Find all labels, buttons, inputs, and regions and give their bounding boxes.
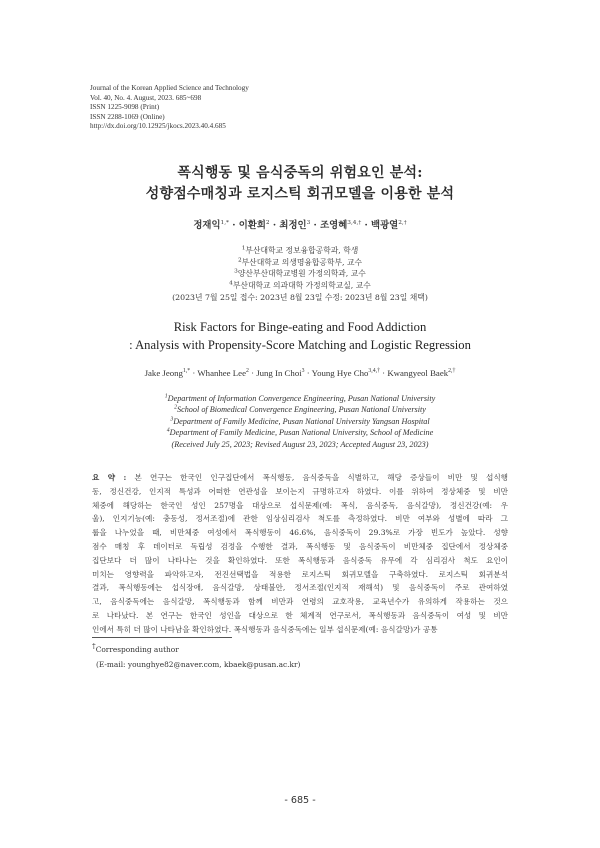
page-number: - 685 - — [284, 795, 316, 806]
aff-text: Department of Family Medicine, Pusan National University, School of Medicine — [169, 428, 434, 438]
author-sup: 2,† — [448, 368, 456, 375]
author-name: Young Hye Cho — [311, 368, 369, 378]
footnote-divider — [92, 637, 232, 638]
abstract-line: 로 나타났다. 본 연구는 한국인 성인을 대상으로 한 체계적 연구로서, 폭식행동과 음식중독이 여성 및 비만 — [92, 610, 508, 620]
english-dates: (Received July 25, 2023; Revised August 23, 2023; Accepted August 23, 2023) — [171, 439, 429, 449]
abstract-line — [92, 471, 508, 485]
abstract-line: 체중에 해당하는 한국인 성인 257명을 대상으로 섭식문제(예: 폭식, 음식중독, 음식갈망), 정신건강(예: 우 — [92, 500, 508, 510]
issn-print: ISSN 1225-9098 (Print) — [90, 103, 160, 112]
affiliation-line — [50, 404, 550, 415]
korean-authors: 정재익$^{1,*}$ · 이환희$^2$ · 최정인$^3$ · 조영혜$^{3,4,\dagger}$ · 백광열$^{2,\dagger}$ — [193, 219, 407, 231]
aff-sup: 3 — [234, 268, 238, 275]
affiliation-line — [50, 268, 550, 280]
aff-text: 부산대학교 의생명융합공학부, 교수 — [241, 257, 363, 267]
aff-text: 부산대학교 의과대학 가정의학교실, 교수 — [232, 281, 371, 291]
journal-volume: Vol. 40, No. 4. August, 2023. 685~698 — [90, 93, 202, 102]
affiliation-line — [50, 245, 550, 257]
author-sup: 3,4,† — [368, 368, 380, 375]
journal-name: Journal of the Korean Applied Science and Technology — [90, 84, 249, 92]
aff-sup: 2 — [237, 257, 242, 264]
abstract-line: 집단보다 더 많이 나타나는 것을 확인하였다. 또한 폭식행동과 음식중독 유무에 각 심리검사 척도 요인이 — [92, 555, 508, 565]
author-name: 정재익 — [193, 220, 221, 231]
dagger-mark: † — [92, 641, 96, 651]
author-name: 백광열 — [371, 220, 399, 231]
author-name: 최정인 — [279, 220, 307, 231]
aff-text: 부산대학교 정보융합공학과, 학생 — [245, 246, 359, 255]
author-name: Kwangyeol Baek — [387, 368, 449, 378]
aff-sup: 4 — [229, 280, 233, 287]
affiliation-line — [50, 427, 550, 438]
abstract-line: 인에서 특히 더 많이 나타남을 확인하였다. 폭식행동과 음식중독에는 일부 섭식문제(예: 음식갈망)가 공통 — [92, 624, 438, 634]
journal-info — [90, 84, 390, 132]
affiliation-line — [50, 416, 550, 427]
author-sup: 1,* — [220, 219, 229, 226]
author-sup: 3 — [306, 219, 311, 226]
aff-text: Department of Information Convergence Engineering, Pusan National University — [167, 394, 436, 403]
english-authors: Jake Jeong$^{1,*}$ · Whanhee Lee$^2$ · Jung In Choi$^3$ · Young Hye Cho$^{3,4,\dagger}$ · Kwangyeol Baek$^{2,\dagger}$ — [144, 368, 456, 378]
aff-text: 양산부산대학교병원 가정의학과, 교수 — [237, 269, 366, 279]
aff-sup: 1 — [164, 393, 168, 400]
author-sup: 2 — [245, 368, 249, 375]
korean-title-line-2: 성향점수매칭과 로지스틱 회귀모델을 이용한 분석 — [145, 186, 455, 202]
aff-sup: 3 — [170, 416, 174, 423]
author-sup: 3 — [301, 368, 305, 375]
abstract-line: 점수 매칭 후 데이터로 독립성 검정을 수행한 결과, 폭식행동 및 음식중독이 비만체중 집단에서 정상체중 — [92, 541, 508, 551]
author-name: Jung In Choi — [256, 368, 302, 378]
abstract-line: 룹을 나누었을 때, 비만체중 여성에서 폭식행동이 46.6%, 음식중독이 29.3%로 가장 빈도가 높았다. 성향 — [92, 528, 508, 538]
korean-title-line-1: 폭식행동 및 음식중독의 위험요인 분석: — [177, 165, 423, 181]
author-name: 조영혜 — [320, 220, 348, 231]
aff-sup: 4 — [166, 427, 170, 434]
aff-sup: 2 — [174, 404, 177, 411]
affiliation-line — [50, 393, 550, 404]
english-affiliations — [50, 393, 550, 450]
footnote-label: Corresponding author — [95, 645, 179, 654]
author-sup: 3,4,† — [347, 219, 362, 226]
author-name: Whanhee Lee — [197, 368, 246, 378]
affiliation-line — [50, 257, 550, 269]
author-sup: 1,* — [182, 368, 191, 375]
abstract-line: 미치는 영향력을 파악하고자, 전진선택법을 적용한 로지스틱 회귀모델을 구축하였다. 로지스틱 회귀분석 — [92, 569, 508, 579]
author-sup: 2,† — [398, 219, 407, 226]
author-name: 이환희 — [238, 220, 266, 231]
korean-affiliations — [50, 245, 550, 304]
aff-text: Department of Family Medicine, Pusan National University Yangsan Hospital — [173, 416, 430, 426]
abstract-line: 결과, 폭식행동에는 섭식장애, 음식갈망, 상태불안, 정서조절(인지적 재해석) 및 음식중독이 주로 관여하였 — [92, 583, 508, 593]
abstract-text: 본 연구는 한국인 인구집단에서 폭식행동, 음식중독을 식별하고, 해당 증상들이 비만 및 섭식행 — [134, 473, 508, 482]
author-sup: 2 — [265, 219, 270, 226]
abstract-line: 동, 정신건강, 인지적 특성과 어떠한 연관성을 보이는지 규명하고자 하였다. 이를 위하여 정상체중 및 비만 — [92, 486, 508, 496]
english-title-line-2: : Analysis with Propensity-Score Matching and Logistic Regression — [129, 338, 471, 352]
abstract-line: 고, 음식중독에는 음식갈망, 폭식행동과 함께 비만과 연령의 교호작용, 교육년수가 유의하게 작용하는 것으 — [92, 597, 508, 607]
author-name: Jake Jeong — [144, 368, 183, 378]
abstract-line: 울), 인지기능(예: 충동성, 정서조절)에 관한 임상심리검사 척도를 측정하였다. 비만 여부와 성별에 따라 그 — [92, 514, 508, 524]
korean-abstract — [92, 471, 508, 637]
footnote-email: (E-mail: younghye82@naver.com, kbaek@pusan.ac.kr) — [96, 660, 301, 669]
affiliation-line — [50, 280, 550, 292]
aff-sup: 1 — [241, 245, 246, 252]
issn-online: ISSN 2288-1069 (Online) — [90, 112, 165, 121]
english-title-line-1: Risk Factors for Binge-eating and Food Addiction — [173, 320, 427, 334]
korean-dates: (2023년 7월 25일 접수: 2023년 8월 23일 수정: 2023년 8월 23일 채택) — [172, 292, 428, 302]
aff-text: School of Biomedical Convergence Engineering, Pusan National University — [176, 405, 426, 415]
footnote-corresponding — [92, 641, 179, 654]
abstract-label: 요 약 : — [92, 473, 127, 482]
doi-link[interactable]: http://dx.doi.org/10.12925/jkocs.2023.40.4.685 — [90, 122, 226, 131]
